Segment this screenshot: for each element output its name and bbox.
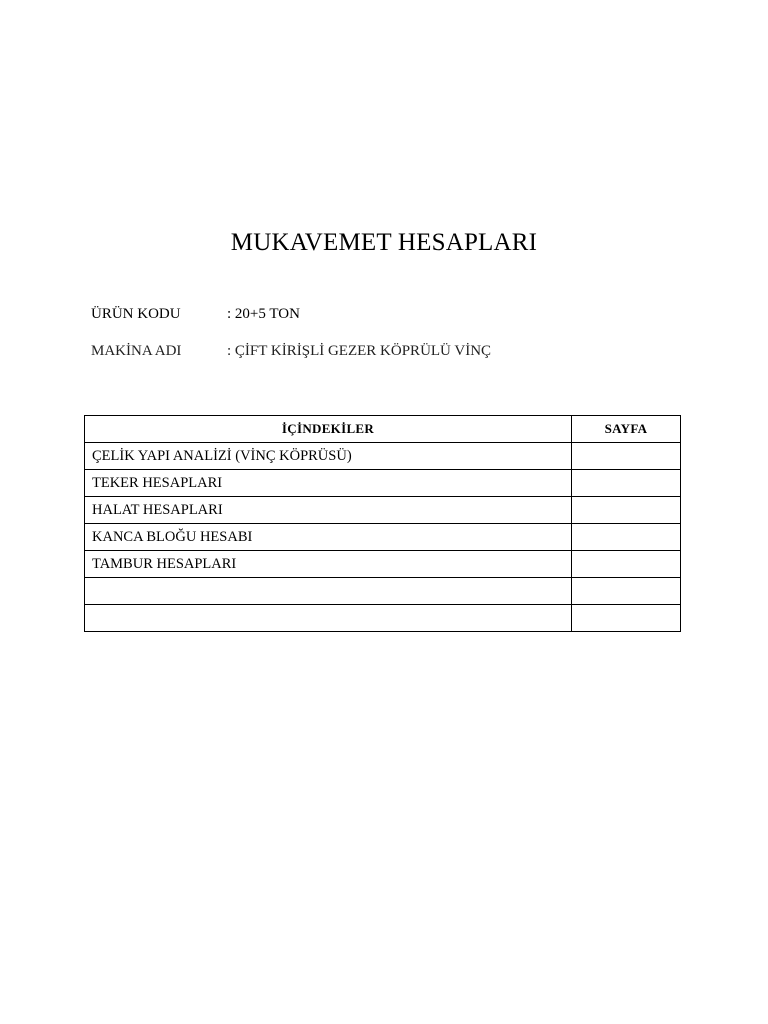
toc-item: TEKER HESAPLARI bbox=[85, 470, 572, 497]
machine-name-label: MAKİNA ADI bbox=[91, 343, 182, 359]
toc-page bbox=[572, 605, 681, 632]
toc-header-contents: İÇİNDEKİLER bbox=[85, 416, 572, 443]
product-code-label: ÜRÜN KODU bbox=[91, 306, 181, 322]
toc-page bbox=[572, 551, 681, 578]
toc-header-row bbox=[85, 416, 681, 443]
table-row bbox=[85, 497, 681, 524]
table-row bbox=[85, 524, 681, 551]
info-row-product-code bbox=[91, 306, 300, 323]
toc-item: ÇELİK YAPI ANALİZİ (VİNÇ KÖPRÜSÜ) bbox=[85, 443, 572, 470]
info-row-machine-name bbox=[91, 343, 491, 360]
toc-item: HALAT HESAPLARI bbox=[85, 497, 572, 524]
toc-page bbox=[572, 470, 681, 497]
table-row bbox=[85, 443, 681, 470]
product-code-value: : 20+5 TON bbox=[227, 306, 300, 322]
toc-item: TAMBUR HESAPLARI bbox=[85, 551, 572, 578]
toc-page bbox=[572, 443, 681, 470]
machine-name-value: : ÇİFT KİRİŞLİ GEZER KÖPRÜLÜ VİNÇ bbox=[227, 343, 492, 359]
table-row bbox=[85, 551, 681, 578]
toc-item: KANCA BLOĞU HESABI bbox=[85, 524, 572, 551]
page-title: MUKAVEMET HESAPLARI bbox=[230, 229, 538, 256]
toc-header-page: SAYFA bbox=[572, 416, 681, 443]
toc-page bbox=[572, 497, 681, 524]
table-row bbox=[85, 578, 681, 605]
table-row bbox=[85, 470, 681, 497]
toc-item bbox=[85, 578, 572, 605]
toc-item bbox=[85, 605, 572, 632]
toc-page bbox=[572, 524, 681, 551]
table-row bbox=[85, 605, 681, 632]
toc-page bbox=[572, 578, 681, 605]
table-of-contents bbox=[84, 415, 681, 632]
